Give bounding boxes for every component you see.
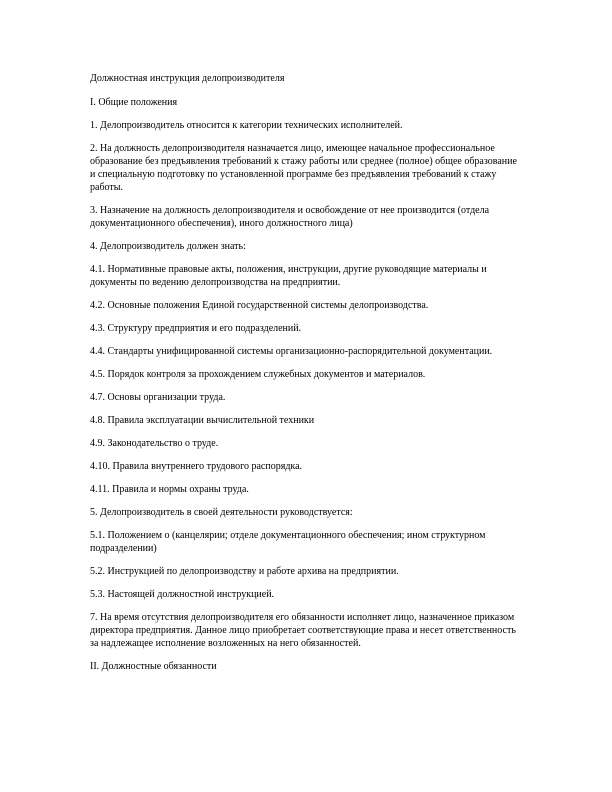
paragraph-1: 1. Делопроизводитель относится к категории технических исполнителей. <box>90 120 403 131</box>
paragraph-4-3: 4.3. Структуру предприятия и его подразделений. <box>90 323 302 334</box>
paragraph-5: 5. Делопроизводитель в своей деятельности руководствуется: <box>90 507 353 518</box>
paragraph-4-11: 4.11. Правила и нормы охраны труда. <box>90 484 249 495</box>
paragraph-4-4: 4.4. Стандарты унифицированной системы организационно-распорядительной документации. <box>90 346 493 357</box>
paragraph-4-7: 4.7. Основы организации труда. <box>90 392 226 403</box>
paragraph-4-9: 4.9. Законодательство о труде. <box>90 438 219 449</box>
paragraph-4-2: 4.2. Основные положения Единой государственной системы делопроизводства. <box>90 300 429 311</box>
paragraph-7: 7. На время отсутствия делопроизводителя его обязанности исполняет лицо, назначенное приказом директора предприятия. Данное лицо приобретает соответствующие права и несет ответственность за надлежащее исполнение возложенных на него обязанностей. <box>90 612 516 649</box>
section-heading-general: I. Общие положения <box>90 97 178 108</box>
document-page <box>90 72 520 683</box>
paragraph-4-5: 4.5. Порядок контроля за прохождением служебных документов и материалов. <box>90 369 426 380</box>
paragraph-4: 4. Делопроизводитель должен знать: <box>90 241 246 252</box>
paragraph-5-2: 5.2. Инструкцией по делопроизводству и работе архива на предприятии. <box>90 566 399 577</box>
document-title: Должностная инструкция делопроизводителя <box>90 73 285 84</box>
paragraph-4-1: 4.1. Нормативные правовые акты, положения, инструкции, другие руководящие материалы и документы по ведению делопроизводства на предприятии. <box>90 264 487 288</box>
paragraph-5-3: 5.3. Настоящей должностной инструкцией. <box>90 589 275 600</box>
paragraph-5-1: 5.1. Положением о (канцелярии; отделе документационного обеспечения; ином структурном подразделении) <box>90 530 486 554</box>
paragraph-4-10: 4.10. Правила внутреннего трудового распорядка. <box>90 461 303 472</box>
section-heading-duties: II. Должностные обязанности <box>90 661 217 672</box>
paragraph-2: 2. На должность делопроизводителя назначается лицо, имеющее начальное профессиональное образование без предъявления требований к стажу работы или среднее (полное) общее образование и специальную подготовку по установленной программе без предъявления требований к стажу работы. <box>90 143 517 193</box>
paragraph-3: 3. Назначение на должность делопроизводителя и освобождение от нее производится (отдела документационного обеспечения), иного должностного лица) <box>90 205 490 229</box>
paragraph-4-8: 4.8. Правила эксплуатации вычислительной техники <box>90 415 315 426</box>
